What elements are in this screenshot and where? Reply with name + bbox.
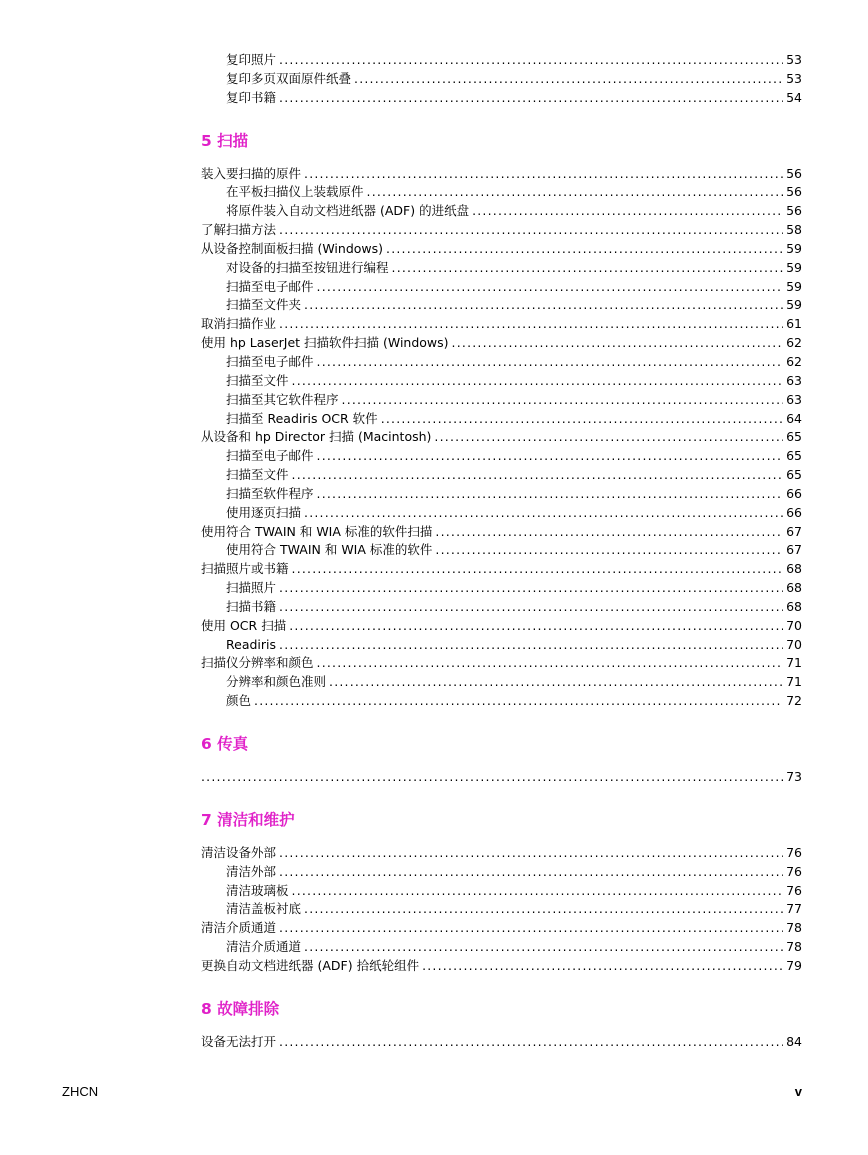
toc-entry[interactable] xyxy=(201,183,802,202)
toc-entry[interactable] xyxy=(201,957,802,976)
dot-leader xyxy=(452,334,784,353)
toc-entry-title: 扫描至电子邮件 xyxy=(226,448,314,464)
toc-entry-title: 扫描照片或书籍 xyxy=(201,561,289,577)
toc-entry-page: 56 xyxy=(786,203,802,219)
dot-leader xyxy=(304,900,783,919)
toc-entry[interactable] xyxy=(201,334,802,353)
dot-leader xyxy=(472,202,783,221)
toc-entry[interactable] xyxy=(201,410,802,429)
toc-entry[interactable] xyxy=(201,221,802,240)
dot-leader xyxy=(292,882,784,901)
toc-entry-title: 装入要扫描的原件 xyxy=(201,165,302,181)
toc-entry[interactable] xyxy=(201,636,802,655)
toc-entry-title: 更换自动文档进纸器 (ADF) 拾纸轮组件 xyxy=(201,957,420,973)
dot-leader xyxy=(304,296,783,315)
toc-entry[interactable] xyxy=(201,523,802,542)
chapter-heading: 5 扫描 xyxy=(201,131,249,150)
toc-entry-page: 63 xyxy=(786,391,802,407)
toc-entry-page: 72 xyxy=(786,693,802,709)
toc-entry-title: 取消扫描作业 xyxy=(201,316,277,332)
dot-leader xyxy=(435,523,783,542)
toc-entry[interactable] xyxy=(201,579,802,598)
toc-entry-page: 56 xyxy=(786,184,802,200)
toc-entry-title: 对设备的扫描至按钮进行编程 xyxy=(226,259,389,275)
dot-leader xyxy=(279,1033,783,1052)
toc-entry-page: 68 xyxy=(786,561,802,577)
toc-entry-title: Readiris xyxy=(226,636,277,652)
toc-entry-title: 从设备控制面板扫描 (Windows) xyxy=(201,240,384,256)
toc-entry-page: 76 xyxy=(786,882,802,898)
toc-entry-title: 扫描至电子邮件 xyxy=(226,278,314,294)
toc-entry[interactable] xyxy=(201,504,802,523)
toc-entry-page: 64 xyxy=(786,410,802,426)
dot-leader xyxy=(279,221,783,240)
toc-entry[interactable] xyxy=(201,296,802,315)
toc-entry[interactable] xyxy=(201,673,802,692)
toc-entry-page: 58 xyxy=(786,222,802,238)
dot-leader xyxy=(279,636,783,655)
toc-entry-page: 76 xyxy=(786,863,802,879)
toc-entry[interactable] xyxy=(201,560,802,579)
toc-entry-page: 77 xyxy=(786,901,802,917)
toc-entry-title: 使用 OCR 扫描 xyxy=(201,617,287,633)
dot-leader xyxy=(279,89,783,108)
toc-entry[interactable] xyxy=(201,919,802,938)
toc-entry-title: 复印照片 xyxy=(226,52,277,67)
toc-entry-page: 68 xyxy=(786,580,802,596)
dot-leader xyxy=(279,579,783,598)
dot-leader xyxy=(289,617,783,636)
dot-leader xyxy=(317,353,784,372)
toc-section xyxy=(201,809,802,976)
dot-leader xyxy=(292,372,784,391)
toc-entry-page: 70 xyxy=(786,636,802,652)
dot-leader xyxy=(279,919,783,938)
dot-leader xyxy=(254,692,783,711)
dot-leader xyxy=(392,259,784,278)
toc-entry[interactable] xyxy=(201,541,802,560)
toc-entry-page: 59 xyxy=(786,297,802,313)
toc-entry-title: 使用 hp LaserJet 扫描软件扫描 (Windows) xyxy=(201,335,449,351)
toc-entry-title: 使用符合 TWAIN 和 WIA 标准的软件 xyxy=(226,542,433,558)
toc-entry-page: 71 xyxy=(786,674,802,690)
toc-entry[interactable] xyxy=(201,165,802,184)
toc-entry-title: 扫描仪分辨率和颜色 xyxy=(201,655,314,671)
dot-leader xyxy=(386,240,783,259)
toc-entry-title: 扫描至电子邮件 xyxy=(226,353,314,369)
dot-leader xyxy=(317,654,784,673)
toc-entry-page: 54 xyxy=(786,89,802,105)
toc-entry-page: 76 xyxy=(786,844,802,860)
toc-entry-title: 扫描书籍 xyxy=(226,598,277,614)
dot-leader xyxy=(279,315,783,334)
dot-leader xyxy=(435,541,783,560)
footer-locale: ZHCN xyxy=(62,1084,99,1099)
dot-leader xyxy=(304,938,783,957)
toc-entry[interactable] xyxy=(201,391,802,410)
toc-section xyxy=(201,998,802,1052)
toc-entry-page: 59 xyxy=(786,240,802,256)
toc-entry[interactable] xyxy=(201,938,802,957)
toc-entry-title: 了解扫描方法 xyxy=(201,222,277,238)
dot-leader xyxy=(292,560,784,579)
toc-entry-title: 清洁玻璃板 xyxy=(226,882,289,898)
toc-entry[interactable] xyxy=(201,51,802,70)
toc-entry-title: 复印书籍 xyxy=(226,89,277,105)
toc-entry[interactable] xyxy=(201,278,802,297)
toc-section xyxy=(201,733,802,787)
dot-leader xyxy=(422,957,783,976)
toc-entry-page: 62 xyxy=(786,353,802,369)
toc-entry-title: 扫描至软件程序 xyxy=(226,485,314,501)
toc-entry[interactable] xyxy=(201,70,802,89)
toc-entry-title: 设备无法打开 xyxy=(201,1033,277,1049)
toc-entry[interactable] xyxy=(201,617,802,636)
toc-entry-page: 66 xyxy=(786,504,802,520)
dot-leader xyxy=(279,844,783,863)
toc-entry[interactable] xyxy=(201,353,802,372)
toc-entry-page: 59 xyxy=(786,259,802,275)
dot-leader xyxy=(317,485,784,504)
dot-leader xyxy=(434,428,783,447)
toc-entry-title: 清洁盖板衬底 xyxy=(226,901,302,917)
toc-entry-page: 62 xyxy=(786,335,802,351)
toc-entry[interactable] xyxy=(201,598,802,617)
toc-entry[interactable] xyxy=(201,315,802,334)
toc-entry[interactable] xyxy=(201,428,802,447)
toc-entry-title: 清洁介质通道 xyxy=(201,920,277,936)
toc-entry-title: 从设备和 hp Director 扫描 (Macintosh) xyxy=(201,429,432,445)
toc-entry-page: 68 xyxy=(786,598,802,614)
toc-entry-title: 将原件装入自动文档进纸器 (ADF) 的进纸盘 xyxy=(226,203,470,219)
dot-leader xyxy=(381,410,783,429)
dot-leader xyxy=(342,391,784,410)
toc-entry-title: 清洁外部 xyxy=(226,863,277,879)
dot-leader xyxy=(304,165,783,184)
toc-entry-title: 扫描照片 xyxy=(226,580,277,596)
toc-entry-page: 65 xyxy=(786,429,802,445)
toc-entry[interactable] xyxy=(201,1033,802,1052)
dot-leader xyxy=(317,447,784,466)
toc-entry-page: 59 xyxy=(786,278,802,294)
chapter-heading: 6 传真 xyxy=(201,735,249,753)
toc-section xyxy=(201,130,802,711)
dot-leader xyxy=(354,70,783,89)
dot-leader xyxy=(279,51,783,70)
toc-entry[interactable] xyxy=(201,900,802,919)
toc-entry[interactable] xyxy=(201,692,802,711)
dot-leader xyxy=(279,598,783,617)
toc-entry[interactable] xyxy=(201,768,802,787)
toc-entry-page: 67 xyxy=(786,523,802,539)
chapter-heading: 8 故障排除 xyxy=(201,999,280,1018)
toc-entry-page: 53 xyxy=(786,70,802,86)
toc-entry-title: 扫描至 Readiris OCR 软件 xyxy=(226,410,378,426)
dot-leader xyxy=(292,466,784,485)
toc-entry-page: 73 xyxy=(786,769,802,784)
toc-entry[interactable] xyxy=(201,844,802,863)
toc-entry[interactable] xyxy=(201,89,802,108)
toc-entry[interactable] xyxy=(201,466,802,485)
chapter-heading: 7 清洁和维护 xyxy=(201,810,295,829)
toc-entry-page: 70 xyxy=(786,617,802,633)
toc-entry[interactable] xyxy=(201,485,802,504)
dot-leader xyxy=(317,278,784,297)
toc-entry-title: 清洁设备外部 xyxy=(201,844,277,860)
toc-entry-title: 清洁介质通道 xyxy=(226,939,302,955)
toc-entry[interactable] xyxy=(201,882,802,901)
toc-entry-page: 78 xyxy=(786,920,802,936)
table-of-contents xyxy=(201,51,802,1052)
toc-entry-page: 67 xyxy=(786,542,802,558)
toc-entry-page: 56 xyxy=(786,165,802,181)
toc-entry-title: 扫描至其它软件程序 xyxy=(226,391,339,407)
toc-entry-page: 65 xyxy=(786,448,802,464)
toc-entry-title: 使用逐页扫描 xyxy=(226,504,302,520)
footer-page-number: v xyxy=(794,1084,802,1099)
toc-entry[interactable] xyxy=(201,202,802,221)
toc-entry-title: 分辨率和颜色准则 xyxy=(226,674,327,690)
dot-leader xyxy=(304,504,783,523)
toc-entry-page: 71 xyxy=(786,655,802,671)
toc-entry-title: 在平板扫描仪上装载原件 xyxy=(226,184,364,200)
toc-entry-page: 65 xyxy=(786,467,802,483)
toc-entry-page: 79 xyxy=(786,957,802,973)
dot-leader xyxy=(329,673,783,692)
toc-entry-title: 使用符合 TWAIN 和 WIA 标准的软件扫描 xyxy=(201,523,433,539)
toc-entry-page: 63 xyxy=(786,372,802,388)
toc-section xyxy=(201,51,802,108)
toc-entry[interactable] xyxy=(201,372,802,391)
toc-entry-page: 61 xyxy=(786,316,802,332)
toc-entry-title: 扫描至文件 xyxy=(226,372,289,388)
toc-entry[interactable] xyxy=(201,240,802,259)
toc-entry[interactable] xyxy=(201,259,802,278)
toc-entry-page: 84 xyxy=(786,1033,802,1049)
toc-entry[interactable] xyxy=(201,654,802,673)
toc-entry-page: 66 xyxy=(786,485,802,501)
toc-entry-page: 78 xyxy=(786,939,802,955)
dot-leader xyxy=(279,863,783,882)
toc-entry[interactable] xyxy=(201,863,802,882)
toc-entry-title: 复印多页双面原件纸叠 xyxy=(226,70,352,86)
toc-entry[interactable] xyxy=(201,447,802,466)
dot-leader xyxy=(201,768,783,787)
toc-entry-page: 53 xyxy=(786,52,802,67)
toc-entry-title: 扫描至文件夹 xyxy=(226,297,302,313)
dot-leader xyxy=(367,183,784,202)
toc-entry-title: 扫描至文件 xyxy=(226,467,289,483)
toc-entry-title: 颜色 xyxy=(226,693,252,709)
